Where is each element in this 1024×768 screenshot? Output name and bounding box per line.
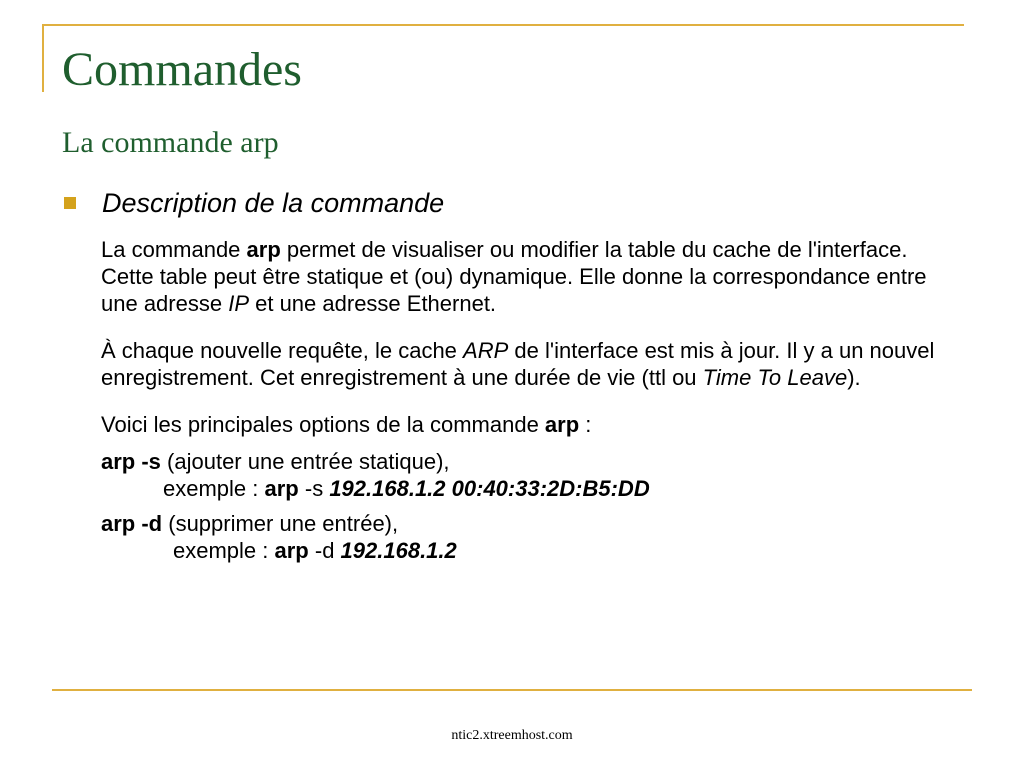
text-segment: : bbox=[579, 412, 592, 437]
left-accent-line bbox=[42, 24, 44, 92]
bottom-accent-line bbox=[52, 689, 972, 691]
option-delete bbox=[101, 510, 951, 564]
paragraph-description bbox=[101, 236, 951, 317]
option-name: arp -d bbox=[101, 511, 163, 536]
example-label: exemple : bbox=[173, 538, 275, 563]
footer-source: ntic2.xtreemhost.com bbox=[451, 728, 573, 743]
example-command: arp bbox=[274, 538, 309, 563]
example-command: arp bbox=[264, 476, 299, 501]
text-segment: et une adresse Ethernet. bbox=[249, 291, 497, 316]
option-description: (ajouter une entrée statique), bbox=[160, 449, 450, 474]
paragraph-cache bbox=[101, 337, 951, 391]
example-label: exemple : bbox=[163, 476, 265, 501]
option-example bbox=[101, 537, 951, 564]
command-name: arp bbox=[246, 237, 281, 262]
ip-term: IP bbox=[228, 291, 249, 316]
text-segment: permet de visualiser ou modifier la table du cache de l'interface. Cette table peut être statique et (ou) dynamique. Elle donne la correspondance entre une adresse bbox=[101, 237, 927, 316]
slide-title: Commandes bbox=[62, 43, 302, 96]
text-segment: ). bbox=[847, 365, 861, 390]
example-flag: -s bbox=[298, 476, 330, 501]
option-line bbox=[101, 448, 951, 475]
text-segment: de l'interface est mis à jour. Il y a un nouvel enregistrement. Cet enregistrement à une durée de vie (ttl ou bbox=[101, 338, 935, 390]
text-segment: La commande bbox=[101, 237, 247, 262]
slide-subtitle: La commande arp bbox=[62, 126, 279, 159]
text-segment: Voici les principales options de la commande bbox=[101, 412, 545, 437]
bullet-heading: Description de la commande bbox=[102, 187, 445, 218]
example-flag: -d bbox=[308, 538, 341, 563]
square-bullet-icon bbox=[64, 197, 76, 209]
option-line bbox=[101, 510, 951, 537]
option-add-static bbox=[101, 448, 951, 502]
option-description: (supprimer une entrée), bbox=[162, 511, 399, 536]
arp-term: ARP bbox=[463, 338, 509, 363]
example-arguments: 192.168.1.2 00:40:33:2D:B5:DD bbox=[329, 476, 650, 501]
example-arguments: 192.168.1.2 bbox=[340, 538, 457, 563]
command-name: arp bbox=[544, 412, 580, 437]
option-name: arp -s bbox=[101, 449, 161, 474]
slide-body bbox=[101, 236, 951, 572]
bullet-item bbox=[62, 186, 444, 220]
ttl-term: Time To Leave bbox=[702, 365, 848, 390]
paragraph-options-intro bbox=[101, 411, 951, 438]
top-accent-line bbox=[42, 24, 964, 26]
text-segment: À chaque nouvelle requête, le cache bbox=[101, 338, 464, 363]
option-example bbox=[101, 475, 951, 502]
